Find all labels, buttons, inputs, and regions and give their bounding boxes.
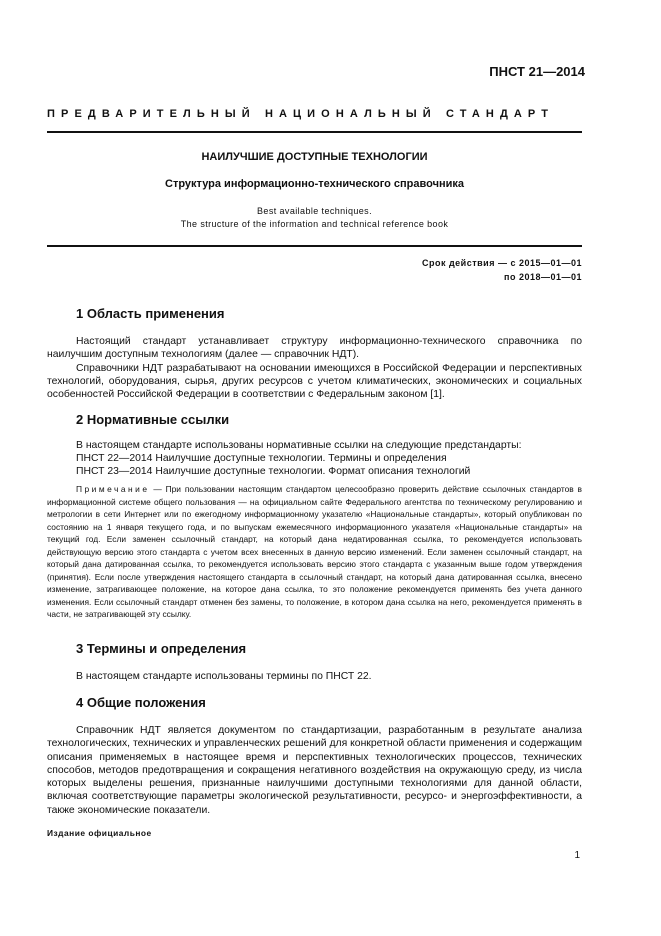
reference-pnst-22: ПНСТ 22—2014 Наилучшие доступные технологии. Термины и определения [76,453,447,464]
page-number: 1 [574,850,580,861]
english-title [47,205,582,231]
section-3-paragraph-1: В настоящем стандарте использованы термины по ПНСТ 22. [76,671,372,682]
section-2-note [47,483,582,621]
document-title: НАИЛУЧШИЕ ДОСТУПНЫЕ ТЕХНОЛОГИИ [201,151,428,163]
top-rule [47,131,582,133]
document-subtitle: Структура информационно-технического справочника [165,178,464,190]
reference-pnst-23: ПНСТ 23—2014 Наилучшие доступные технологии. Формат описания технологий [76,466,471,477]
section-4-heading: 4 Общие положения [76,695,206,710]
section-2-intro: В настоящем стандарте использованы нормативные ссылки на следующие предстандарты: [76,440,522,451]
note-text: — При пользовании настоящим стандартом целесообразно проверить действие ссылочных стандартов в информационной системе общего пользования — на официальном сайте Федерального агентства по техническому регулированию и метрологии в сети Интернет или по ежегодному информационному указателю «Национальные стандарты», который опубликован по состоянию на 1 января текущего года, и по выпускам ежемесячного информационного указателя «Национальные стандарты» на текущий год. Если заменен ссылочный стандарт, на который дана недатированная ссылка, то рекомендуется использовать действующую версию этого стандарта с учетом всех внесенных в данную версию изменений. Если заменен ссылочный стандарт, на который дана датированная ссылка, то рекомендуется использовать версию этого стандарта с указанным выше годом утверждения (принятия). Если после утверждения настоящего стандарта в ссылочный стандарт, на который дана датированная ссылка, внесено изменение, затрагивающее положение, на которое дана ссылка, то это положение рекомендуется применять без учета данного изменения. Если ссылочный стандарт отменен без замены, то положение, в котором дана ссылка на него, рекомендуется применять в части, не затрагивающей эту ссылку. [47,484,582,619]
section-3-heading: 3 Термины и определения [76,641,247,656]
section-1-body [47,335,582,401]
english-title-line-2: The structure of the information and technical reference book [180,219,449,229]
standard-banner: ПРЕДВАРИТЕЛЬНЫЙ НАЦИОНАЛЬНЫЙ СТАНДАРТ [47,108,555,120]
section-1-paragraph-2: Справочники НДТ разрабатывают на основании имеющихся в Российской Федерации и перспективных технологий, оборудования, сырья, других ресурсов с учетом климатических, экономических и социальных особенностей Российской Федерации в соответствии с Федеральным законом [1]. [47,362,582,401]
english-title-line-1: Best available techniques. [257,206,372,216]
section-4-body [47,724,582,817]
validity-end: по 2018—01—01 [504,272,582,282]
title-rule [47,245,582,247]
validity-start: Срок действия — с 2015—01—01 [421,258,582,268]
document-id: ПНСТ 21—2014 [489,64,585,79]
section-2-heading: 2 Нормативные ссылки [76,412,230,427]
validity-period [422,256,582,284]
section-3-body [47,670,582,683]
section-1-heading: 1 Область применения [76,306,225,321]
official-edition-label: Издание официальное [47,828,152,838]
section-1-paragraph-1: Настоящий стандарт устанавливает структуру информационно-технического справочника по наилучшим доступным технологиям (далее — справочник НДТ). [47,336,582,361]
note-label: Примечание [76,484,150,494]
section-4-paragraph-1: Справочник НДТ является документом по стандартизации, разработанным в результате анализа технологических, технических и управленческих решений для конкретной области применения и содержащим описания применяемых в настоящее время и перспективных технологических процессов, технических способов, методов предотвращения и сокращения негативного воздействия на окружающую среду, из числа которых выделены решения, признанные наилучшими доступными технологиями для данной области, включая соответствующие параметры экологической результативности, ресурсо- и энергоэффективности, а также экономические показатели. [47,725,582,816]
